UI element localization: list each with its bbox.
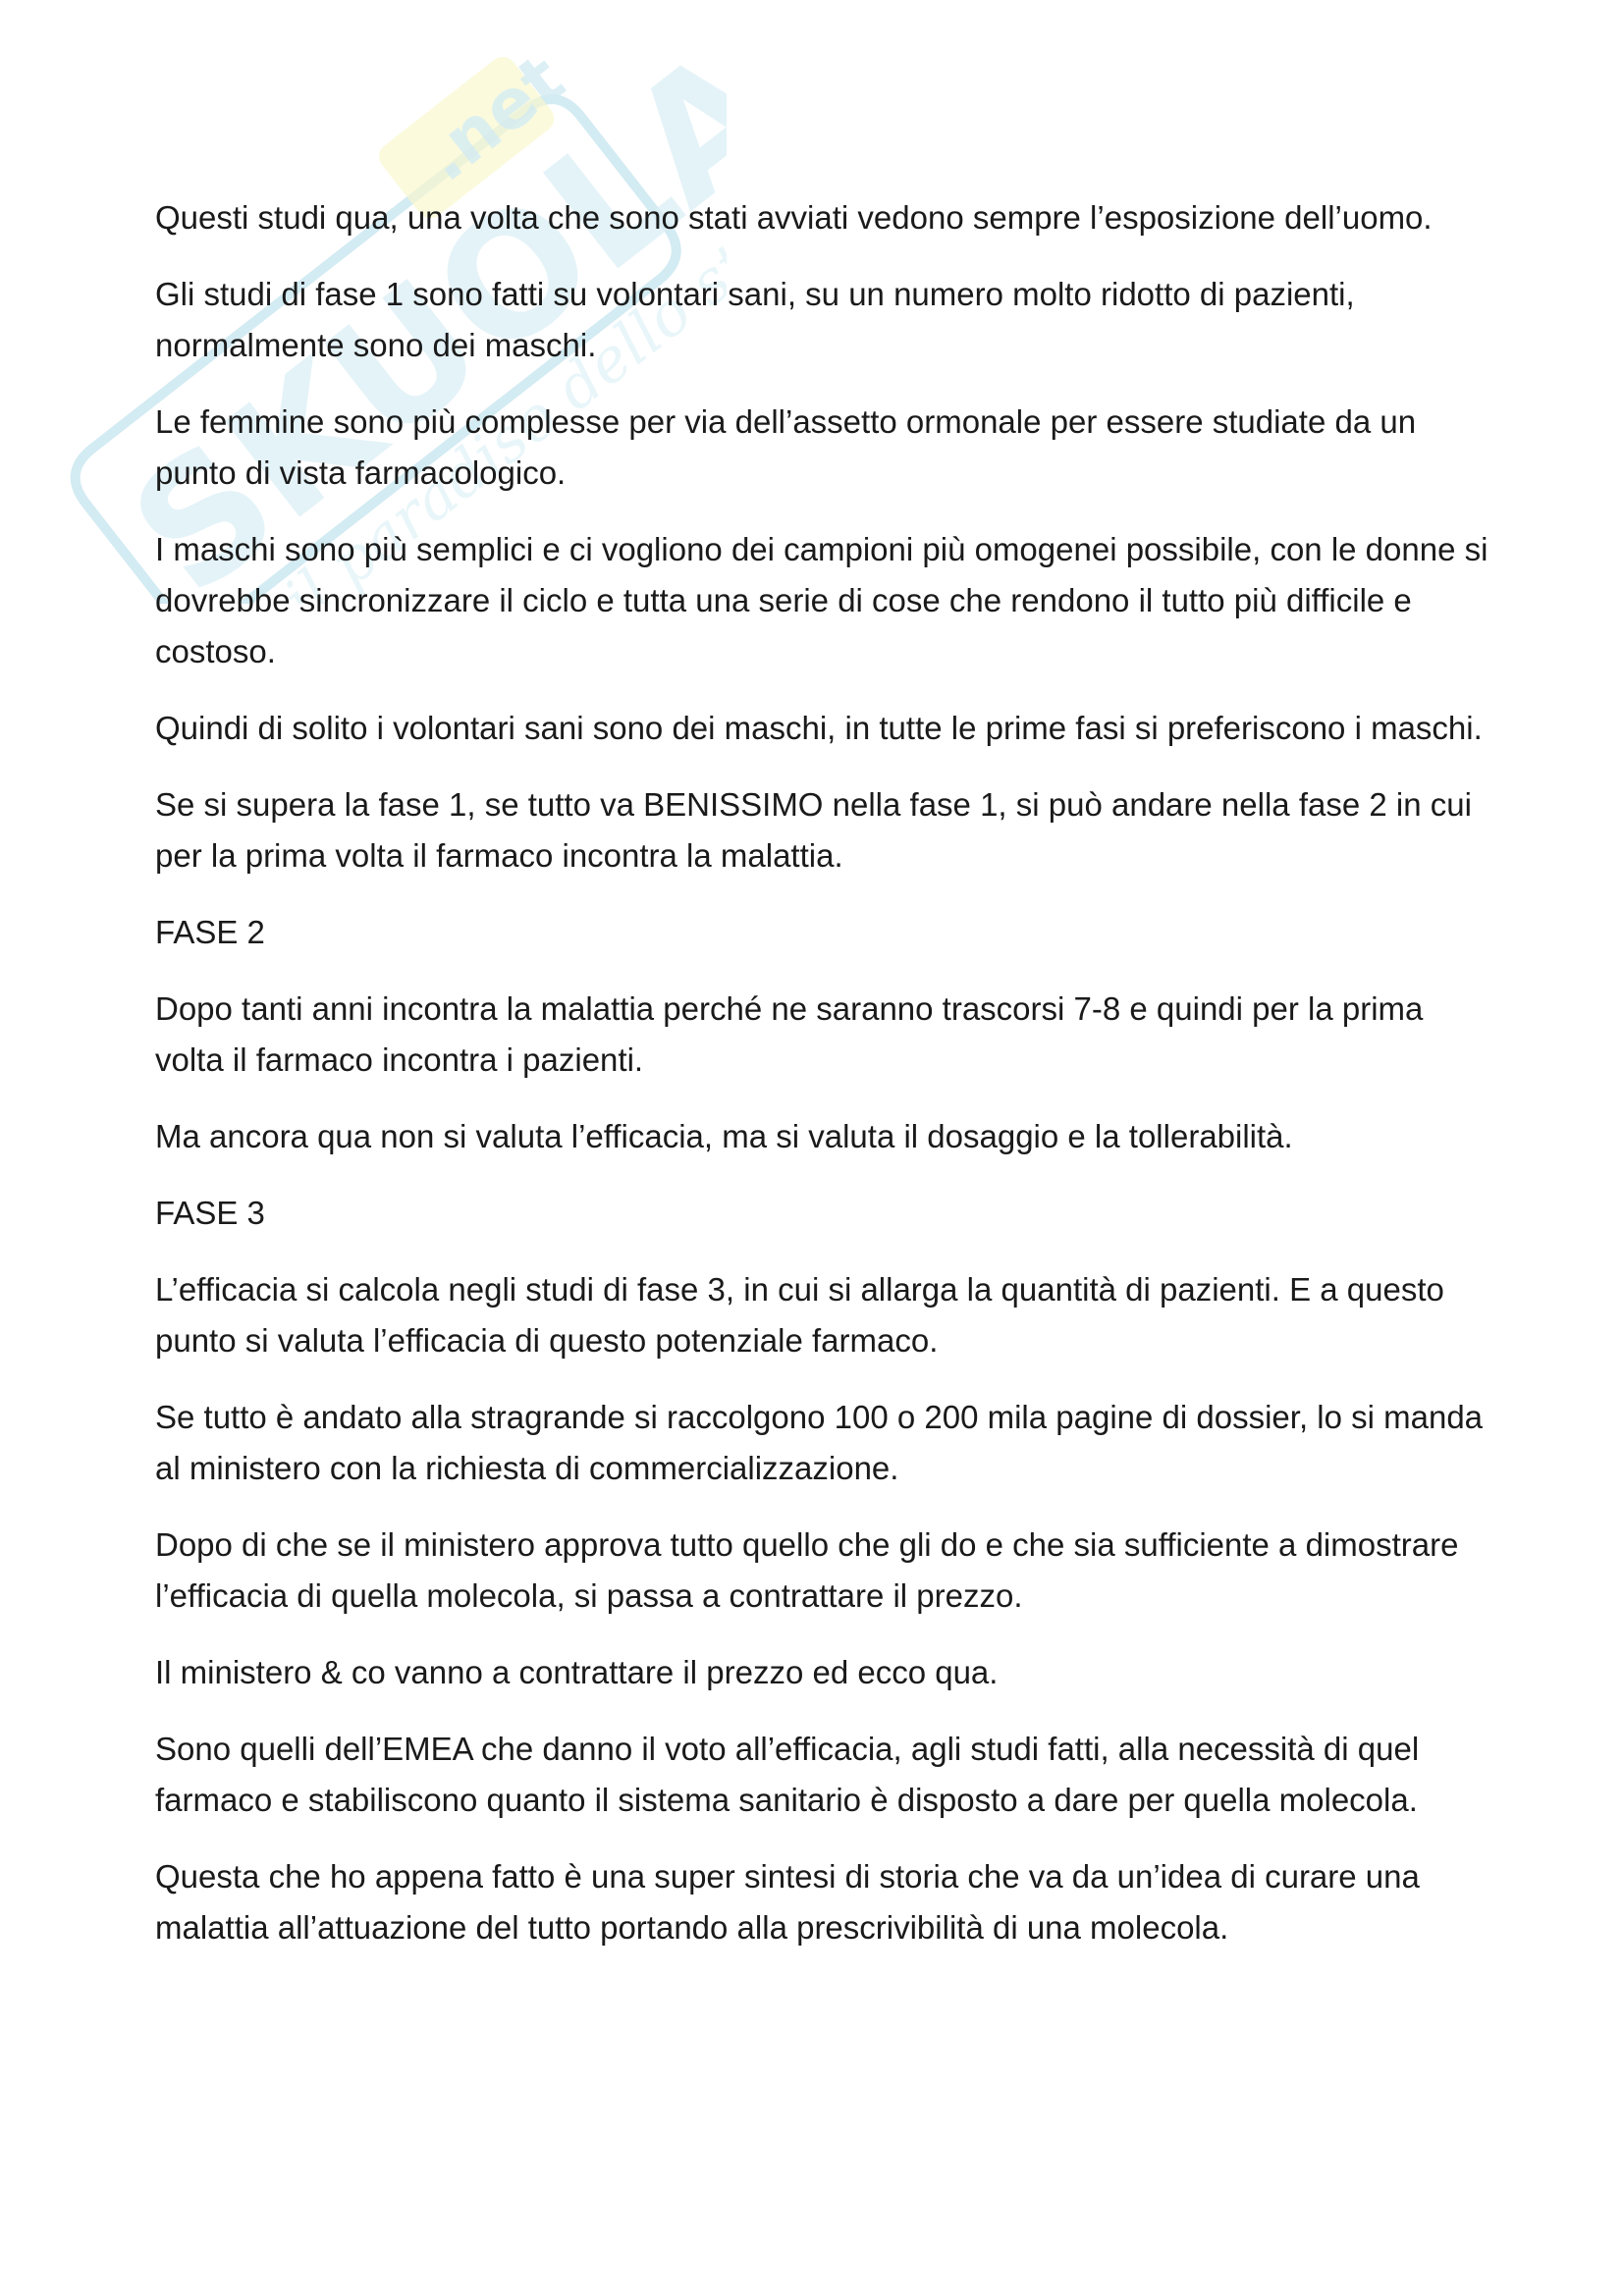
body-paragraph: Questa che ho appena fatto è una super sintesi di storia che va da un’idea di curare una malattia all’attuazione del tutto portando alla prescrivibilità di una molecola. [155, 1858, 1420, 1946]
body-paragraph: Se si supera la fase 1, se tutto va BENISSIMO nella fase 1, si può andare nella fase 2 in cui per la prima volta il farmaco incontra la malattia. [155, 786, 1472, 874]
svg-text:il paradiso dello studente: il paradiso dello studente [270, 97, 727, 604]
document-body [155, 192, 1490, 1979]
body-paragraph: Dopo di che se il ministero approva tutto quello che gli do e che sia sufficiente a dimostrare l’efficacia di quella molecola, si passa a contrattare il prezzo. [155, 1526, 1459, 1614]
body-paragraph: Le femmine sono più complesse per via dell’assetto ormonale per essere studiate da un punto di vista farmacologico. [155, 403, 1417, 491]
section-heading: FASE 2 [155, 914, 265, 950]
body-paragraph: Sono quelli dell’EMEA che danno il voto all’efficacia, agli studi fatti, alla necessità di quel farmaco e stabiliscono quanto il sistema sanitario è disposto a dare per quella molecola. [155, 1731, 1420, 1818]
body-paragraph: Il ministero & co vanno a contrattare il prezzo ed ecco qua. [155, 1654, 999, 1690]
body-paragraph: Ma ancora qua non si valuta l’efficacia, ma si valuta il dosaggio e la tollerabilità. [155, 1118, 1293, 1154]
watermark-text [20, 54, 21, 55]
body-paragraph: Se tutto è andato alla stragrande si raccolgono 100 o 200 mila pagine di dossier, lo si manda al ministero con la richiesta di commercializzazione. [155, 1399, 1484, 1486]
body-paragraph: Quindi di solito i volontari sani sono dei maschi, in tutte le prime fasi si preferiscono i maschi. [155, 710, 1483, 746]
body-paragraph: Questi studi qua, una volta che sono stati avviati vedono sempre l’esposizione dell’uomo. [155, 199, 1433, 236]
svg-text:.net: .net [407, 54, 579, 197]
body-paragraph: I maschi sono più semplici e ci vogliono dei campioni più omogenei possibile, con le donne si dovrebbe sincronizzare il ciclo e tutta una serie di cose che rendono il tutto più difficile e costoso. [155, 531, 1488, 669]
body-paragraph: Dopo tanti anni incontra la malattia perché ne saranno trascorsi 7-8 e quindi per la prima volta il farmaco incontra i pazienti. [155, 990, 1424, 1078]
section-heading: FASE 3 [155, 1195, 265, 1231]
watermark-tagline [20, 54, 21, 55]
body-paragraph: Gli studi di fase 1 sono fatti su volontari sani, su un numero molto ridotto di pazienti, normalmente sono dei maschi. [155, 276, 1355, 363]
body-paragraph: L’efficacia si calcola negli studi di fase 3, in cui si allarga la quantità di pazienti. E a questo punto si valuta l’efficacia di questo potenziale farmaco. [155, 1271, 1444, 1359]
svg-text:SKUOLA: SKUOLA [97, 54, 727, 604]
